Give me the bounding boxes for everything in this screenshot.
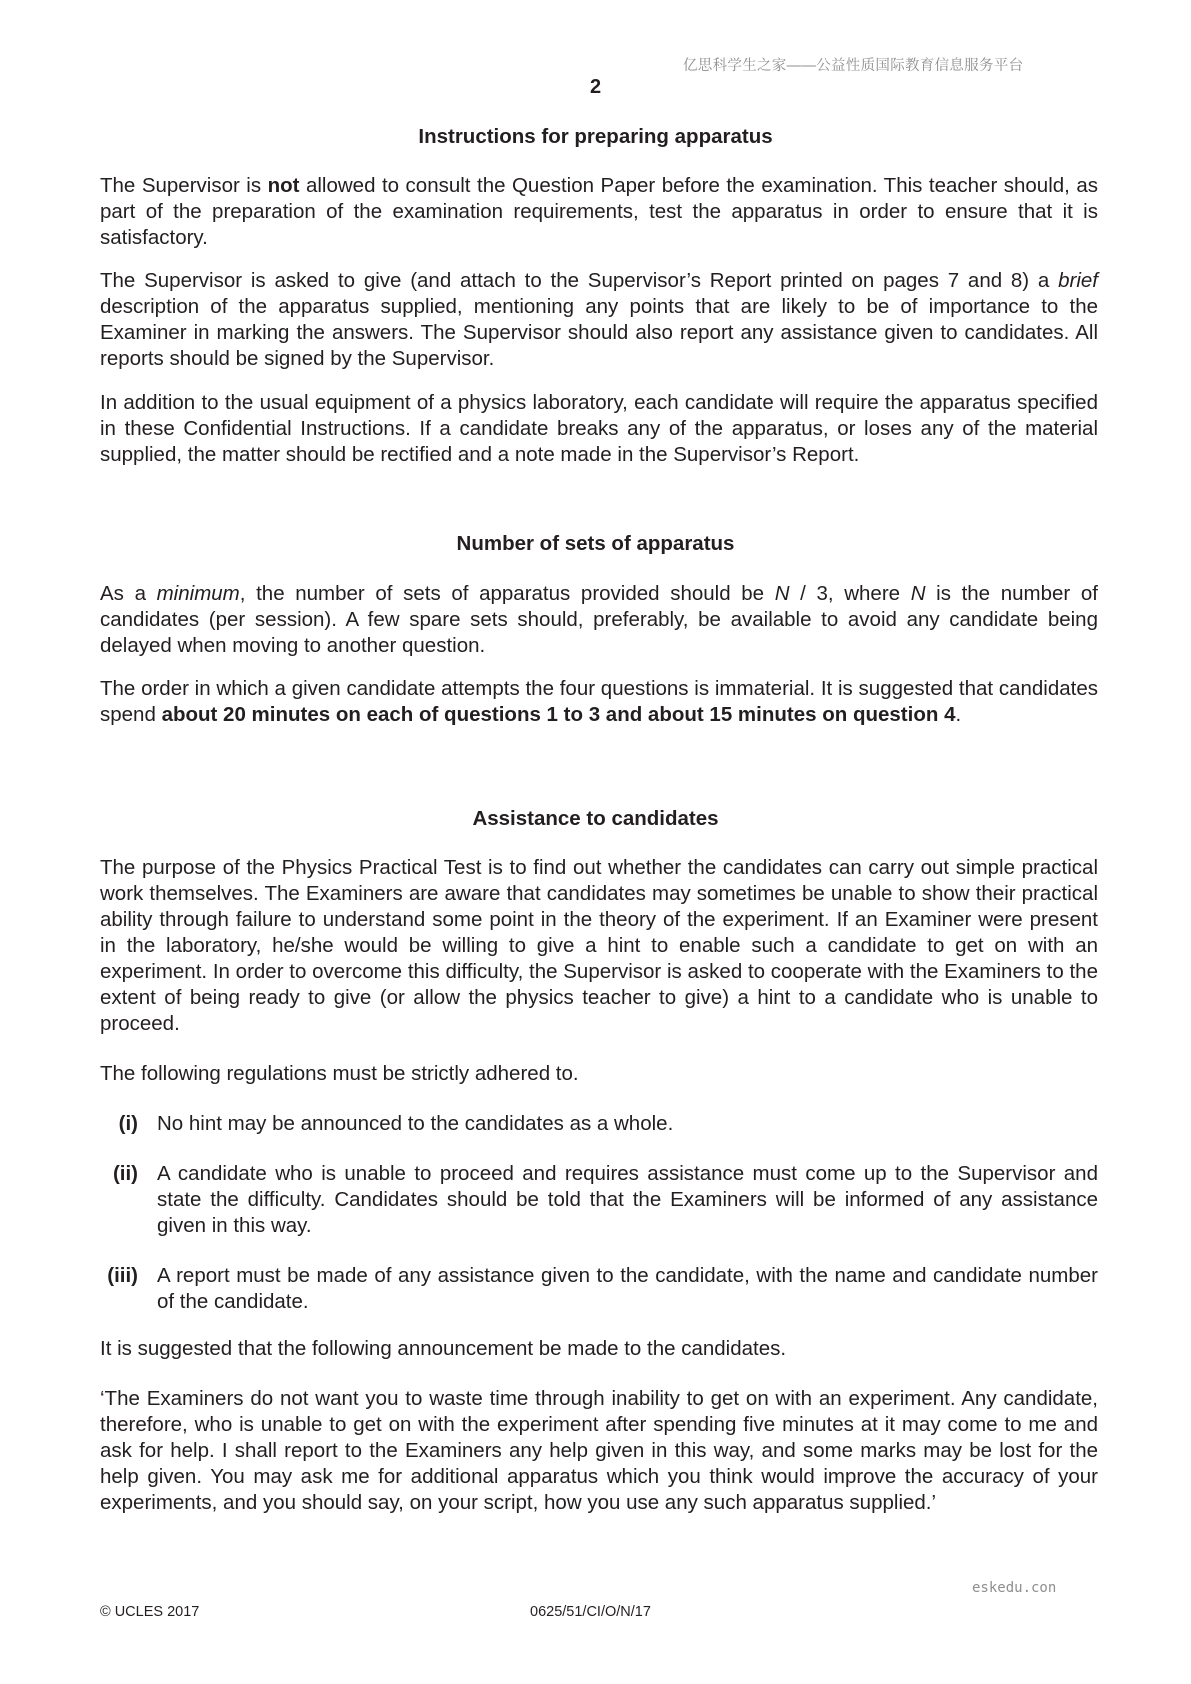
list-item [100, 1263, 1098, 1315]
paragraph-purpose: The purpose of the Physics Practical Test is to find out whether the candidates can carry out simple practical work themselves. The Examiners are aware that candidates may sometimes be unable to show their practical ability through failure to understand some point in the theory of the experiment. If an Examiner were present in the laboratory, he/she would be willing to give a hint to enable such a candidate to get on with an experiment. In order to overcome this difficulty, the Supervisor is asked to cooperate with the Examiners to the extent of being ready to give (or allow the physics teacher to give) a hint to a candidate who is unable to proceed. [100, 856, 1098, 1035]
list-number: (iii) [107, 1264, 138, 1287]
bold-text: about 20 minutes on each of questions 1 to 3 and about 15 minutes on question 4 [161, 703, 956, 726]
text-run: / 3, where [789, 582, 911, 605]
list-item [100, 1111, 1098, 1137]
paragraph-announcement: ‘The Examiners do not want you to waste time through inability to get on with an experiment. Any candidate, therefore, who is unable to get on with the experiment after spending five minutes at it may come to me and ask for help. I shall report to the Examiners any help given in this way, and some marks may be lost for the help given. You may ask me for additional apparatus which you think would improve the accuracy of your experiments, and you should say, on your script, how you use any such apparatus supplied.’ [100, 1387, 1098, 1514]
text-run: , the number of sets of apparatus provided should be [239, 582, 775, 605]
text-run: is the number of candidates (per session). A few spare sets should, preferably, be available to avoid any candidate being delayed when moving to another question. [100, 582, 1098, 657]
italic-text: brief [1058, 269, 1098, 292]
paragraph-supervisor-report [100, 268, 1098, 372]
list-item [100, 1161, 1098, 1239]
list-number: (ii) [112, 1162, 138, 1185]
variable-n: N [774, 582, 790, 605]
text-run: allowed to consult the Question Paper before the examination. This teacher should, as part of the preparation of the examination requirements, test the apparatus in order to ensure that it is satisfactory. [100, 174, 1098, 249]
heading-preparing-apparatus: Instructions for preparing apparatus [418, 125, 773, 148]
bold-text: not [267, 174, 300, 197]
page-number: 2 [589, 76, 602, 98]
paragraph-regulations-intro: The following regulations must be strictly adhered to. [100, 1062, 579, 1085]
text-run: The order in which a given candidate attempts the four questions is immaterial. It is suggested that candidates spend [100, 677, 1098, 726]
paragraph-usual-equipment: In addition to the usual equipment of a physics laboratory, each candidate will require the apparatus specified in these Confidential Instructions. If a candidate breaks any of the apparatus, or loses any of the material supplied, the matter should be rectified and a note made in the Supervisor’s Report. [100, 391, 1098, 466]
footer-watermark: eskedu.con [972, 1580, 1057, 1596]
list-number: (i) [118, 1112, 138, 1135]
italic-text: minimum [156, 582, 240, 605]
text-run: . [955, 703, 962, 726]
paragraph-minimum-sets [100, 581, 1098, 659]
list-text: A report must be made of any assistance given to the candidate, with the name and candidate number of the candidate. [157, 1264, 1098, 1313]
paragraph-announcement-intro: It is suggested that the following announcement be made to the candidates. [100, 1337, 787, 1360]
variable-n: N [910, 582, 926, 605]
paragraph-question-order [100, 676, 1098, 728]
footer-copyright: © UCLES 2017 [100, 1604, 200, 1620]
text-run: As a [100, 582, 157, 605]
header-watermark: 亿思科学生之家——公益性质国际教育信息服务平台 [683, 58, 1024, 74]
list-text: No hint may be announced to the candidates as a whole. [157, 1112, 674, 1135]
list-text: A candidate who is unable to proceed and requires assistance must come up to the Supervisor and state the difficulty. Candidates should be told that the Examiners will be informed of any assistance given in this way. [157, 1162, 1098, 1237]
heading-number-of-sets: Number of sets of apparatus [456, 532, 735, 555]
heading-assistance: Assistance to candidates [472, 807, 719, 830]
text-run: The Supervisor is asked to give (and attach to the Supervisor’s Report printed on pages 7 and 8) a [100, 269, 1059, 292]
text-run: The Supervisor is [100, 174, 268, 197]
footer-document-code: 0625/51/CI/O/N/17 [530, 1604, 651, 1620]
paragraph-supervisor-not-allowed [100, 173, 1098, 251]
text-run: description of the apparatus supplied, mentioning any points that are likely to be of importance to the Examiner in marking the answers. The Supervisor should also report any assistance given to candidates. All reports should be signed by the Supervisor. [100, 295, 1098, 370]
